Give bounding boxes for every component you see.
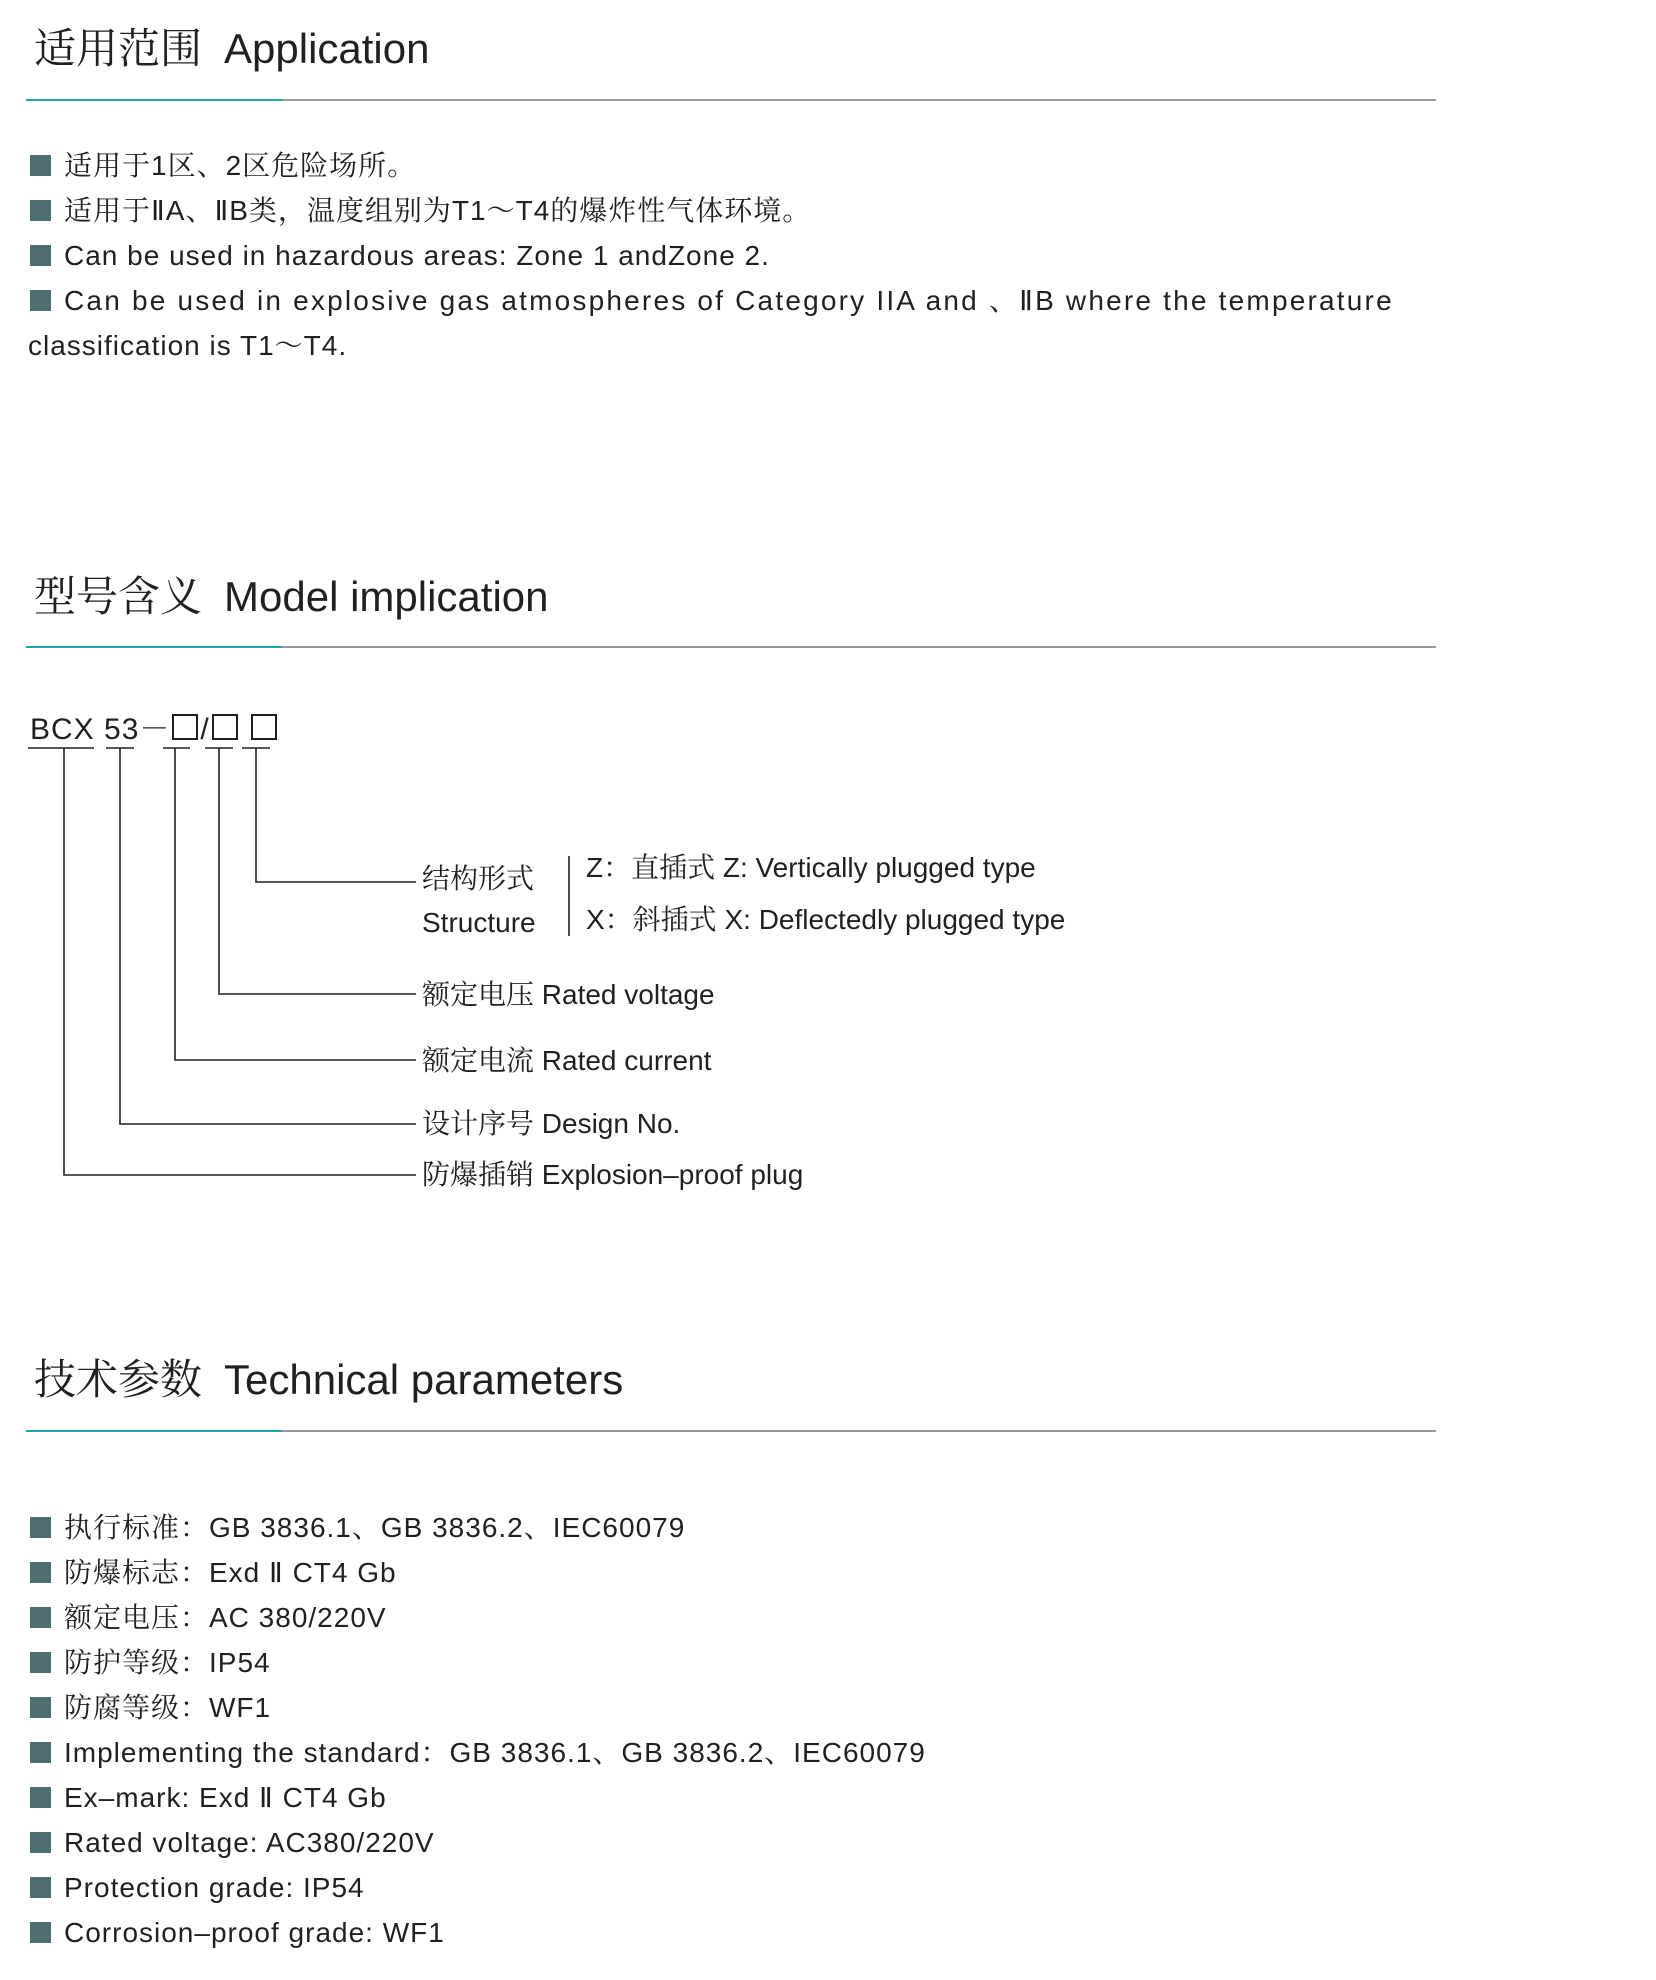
application-title-cn: 适用范围 — [34, 25, 203, 72]
list-item: 防护等级：IP54 — [28, 1640, 926, 1685]
bullet-square-icon — [30, 1697, 51, 1718]
connector-structure — [256, 748, 416, 882]
technical-list — [28, 1505, 926, 1955]
bullet-square-icon — [30, 1517, 51, 1538]
list-item: 执行标准：GB 3836.1、GB 3836.2、IEC60079 — [28, 1505, 926, 1550]
model-title-en: Model implication — [224, 573, 549, 620]
model-title-cn: 型号含义 — [34, 573, 203, 620]
rated-current-label: 额定电流 Rated current — [422, 1045, 712, 1076]
bullet-square-icon — [30, 1742, 51, 1763]
technical-divider-accent — [26, 1430, 282, 1432]
list-item: Ex–mark: Exd Ⅱ CT4 Gb — [28, 1775, 926, 1820]
bullet-square-icon — [30, 1877, 51, 1898]
bullet-square-icon — [30, 1832, 51, 1853]
list-item: 防腐等级：WF1 — [28, 1685, 926, 1730]
list-item: Can be used in hazardous areas: Zone 1 andZone 2. — [28, 233, 1454, 278]
connector-design-no — [120, 748, 416, 1124]
bullet-square-icon — [30, 1607, 51, 1628]
technical-title-cn: 技术参数 — [34, 1356, 203, 1403]
connector-rated-voltage — [219, 748, 416, 994]
bullet-square-icon — [30, 1652, 51, 1673]
list-item: Can be used in explosive gas atmospheres of Category IIA and 、ⅡB where the temperature classification is T1～T4. — [28, 285, 1394, 361]
list-item: Protection grade: IP54 — [28, 1865, 926, 1910]
bullet-square-icon — [30, 1787, 51, 1808]
technical-title — [34, 1355, 623, 1405]
list-item: 防爆标志：Exd Ⅱ CT4 Gb — [28, 1550, 926, 1595]
structure-label-en: Structure — [422, 907, 536, 938]
bullet-square-icon — [30, 1562, 51, 1583]
list-item: 适用于1区、2区危险场所。 — [28, 143, 1454, 188]
structure-option-z: Z：直插式 Z: Vertically plugged type — [586, 852, 1036, 883]
bullet-square-icon — [30, 1922, 51, 1943]
structure-option-x: X：斜插式 X: Deflectedly plugged type — [586, 904, 1066, 935]
list-item: Implementing the standard：GB 3836.1、GB 3836.2、IEC60079 — [28, 1730, 926, 1775]
technical-divider — [26, 1430, 1436, 1432]
model-code-slash: / — [200, 713, 210, 746]
model-code-prefix: BCX 53－ — [30, 713, 171, 746]
design-no-label: 设计序号 Design No. — [422, 1108, 681, 1139]
connector-rated-current — [175, 748, 416, 1060]
application-title-en: Application — [224, 25, 430, 72]
technical-title-en: Technical parameters — [224, 1356, 624, 1403]
explosion-plug-label: 防爆插销 Explosion–proof plug — [422, 1159, 804, 1190]
list-item: 额定电压：AC 380/220V — [28, 1595, 926, 1640]
structure-label-cn: 结构形式 — [422, 863, 535, 894]
list-item: 适用于ⅡA、ⅡB类，温度组别为T1～T4的爆炸性气体环境。 — [28, 188, 1454, 233]
list-item: Corrosion–proof grade: WF1 — [28, 1910, 926, 1955]
list-item: Rated voltage: AC380/220V — [28, 1820, 926, 1865]
rated-voltage-label: 额定电压 Rated voltage — [422, 979, 715, 1010]
connector-explosion-plug — [64, 748, 416, 1175]
